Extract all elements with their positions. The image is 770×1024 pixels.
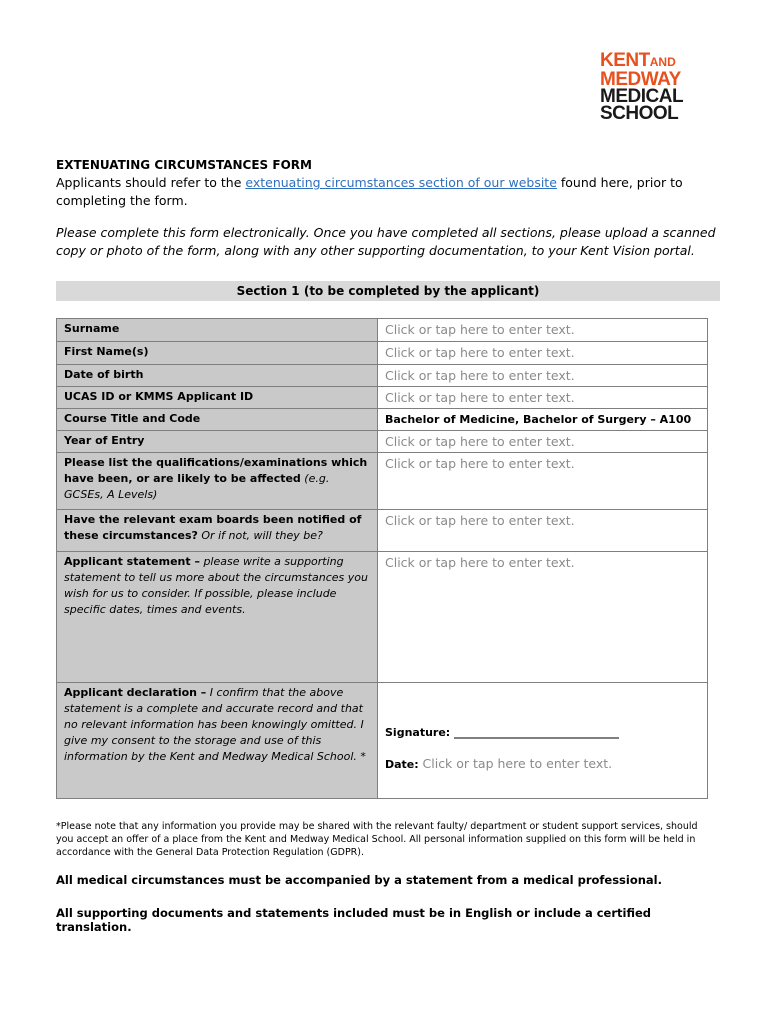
first-names-label: First Name(s) bbox=[57, 342, 378, 365]
form-header bbox=[56, 156, 716, 260]
date-field: Date: Click or tap here to enter text. bbox=[385, 756, 613, 771]
table-row bbox=[57, 409, 708, 431]
school-logo bbox=[600, 52, 710, 122]
course-value: Bachelor of Medicine, Bachelor of Surgery – A100 bbox=[378, 409, 708, 431]
date-input[interactable]: Click or tap here to enter text. bbox=[422, 756, 613, 771]
applicant-form-table bbox=[56, 318, 708, 799]
year-input[interactable]: Click or tap here to enter text. bbox=[378, 431, 708, 453]
ucas-label: UCAS ID or KMMS Applicant ID bbox=[57, 387, 378, 409]
qualifications-input[interactable]: Click or tap here to enter text. bbox=[378, 453, 708, 510]
statement-label: Applicant statement – please write a supporting statement to tell us more about the circumstances you wish for us to consider. If possible, please include specific dates, times and events. bbox=[57, 552, 378, 683]
dob-label: Date of birth bbox=[57, 365, 378, 387]
surname-label: Surname bbox=[57, 319, 378, 342]
statement-input[interactable]: Click or tap here to enter text. bbox=[378, 552, 708, 683]
course-label: Course Title and Code bbox=[57, 409, 378, 431]
exam-boards-label: Have the relevant exam boards been notified of these circumstances? Or if not, will they be? bbox=[57, 510, 378, 552]
instructions-text: Please complete this form electronically. Once you have completed all sections, please upload a scanned copy or photo of the form, along with any other supporting documentation, to your Kent Vision portal. bbox=[56, 225, 716, 258]
table-row bbox=[57, 431, 708, 453]
surname-input[interactable]: Click or tap here to enter text. bbox=[378, 319, 708, 342]
logo-line-kent: KENTAND bbox=[600, 50, 676, 71]
logo-line-medical: MEDICAL bbox=[600, 86, 684, 107]
gdpr-footnote: *Please note that any information you provide may be shared with the relevant faulty/ department or student support services, should you accept an offer of a place from the Kent and Medway Medical School. All personal information supplied on this form will be held in accordance with the General Data Protection Regulation (GDPR). bbox=[56, 821, 698, 858]
table-row bbox=[57, 552, 708, 683]
declaration-cell bbox=[378, 683, 708, 799]
qualifications-label: Please list the qualifications/examinations which have been, or are likely to be affected (e.g. GCSEs, A Levels) bbox=[57, 453, 378, 510]
table-row bbox=[57, 342, 708, 365]
ucas-input[interactable]: Click or tap here to enter text. bbox=[378, 387, 708, 409]
signature-field[interactable]: Signature: ______________________________ bbox=[385, 726, 620, 739]
intro-text: Applicants should refer to the extenuating circumstances section of our website found here, prior to completing the form. bbox=[56, 175, 683, 208]
table-row bbox=[57, 510, 708, 552]
website-link[interactable]: extenuating circumstances section of our website bbox=[245, 175, 557, 190]
form-title: EXTENUATING CIRCUMSTANCES FORM bbox=[56, 158, 312, 172]
medical-note: All medical circumstances must be accompanied by a statement from a medical professional. bbox=[56, 873, 662, 887]
logo-line-school: SCHOOL bbox=[600, 103, 679, 124]
year-label: Year of Entry bbox=[57, 431, 378, 453]
table-row bbox=[57, 387, 708, 409]
exam-boards-input[interactable]: Click or tap here to enter text. bbox=[378, 510, 708, 552]
declaration-label: Applicant declaration – I confirm that the above statement is a complete and accurate record and that no relevant information has been knowingly omitted. I give my consent to the storage and use of this information by the Kent and Medway Medical School. * bbox=[57, 683, 378, 799]
table-row bbox=[57, 453, 708, 510]
table-row bbox=[57, 683, 708, 799]
logo-line-medway: MEDWAY bbox=[600, 69, 681, 90]
table-row bbox=[57, 319, 708, 342]
section-heading: Section 1 (to be completed by the applicant) bbox=[56, 281, 720, 301]
dob-input[interactable]: Click or tap here to enter text. bbox=[378, 365, 708, 387]
translation-note: All supporting documents and statements included must be in English or include a certified translation. bbox=[56, 906, 652, 934]
first-names-input[interactable]: Click or tap here to enter text. bbox=[378, 342, 708, 365]
table-row bbox=[57, 365, 708, 387]
